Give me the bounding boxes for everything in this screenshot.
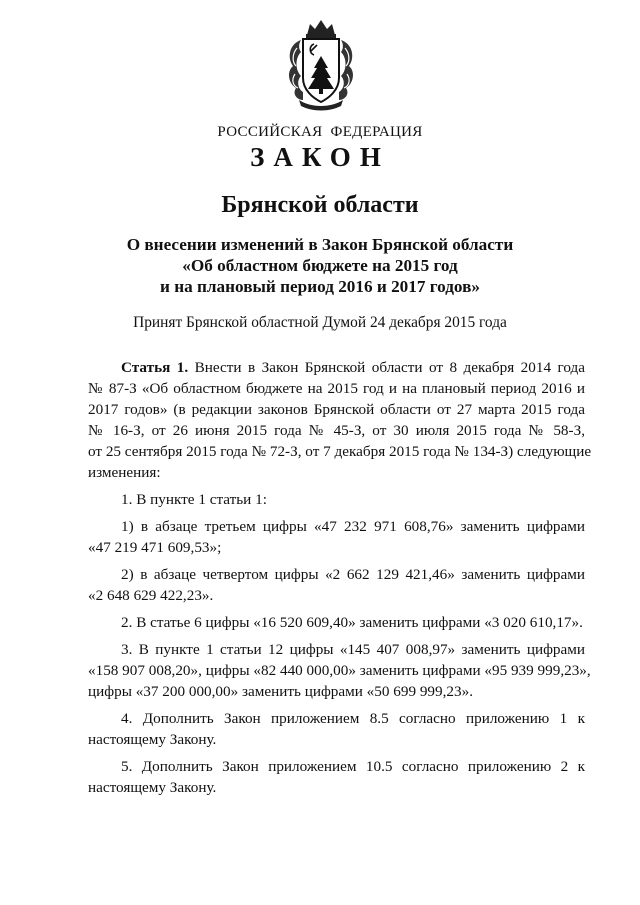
list-item-cont: «158 907 008,20», цифры «82 440 000,00» заменить цифрами «95 939 999,23», bbox=[88, 662, 591, 679]
coat-of-arms-icon bbox=[283, 18, 359, 112]
list-item: 3. В пункте 1 статьи 12 цифры «145 407 008,97» заменить цифрами bbox=[121, 641, 585, 658]
list-item-cont: «2 648 629 422,23». bbox=[88, 587, 214, 604]
list-item-cont: «47 219 471 609,53»; bbox=[88, 539, 222, 556]
article-intro-line: № 87-З «Об областном бюджете на 2015 год и на плановый период 2016 и bbox=[88, 380, 585, 397]
list-item: 2. В статье 6 цифры «16 520 609,40» заменить цифрами «3 020 610,17». bbox=[121, 614, 583, 631]
law-title-line: О внесении изменений в Закон Брянской области bbox=[126, 235, 514, 254]
article-1 bbox=[88, 357, 592, 798]
article-intro-line: от 25 сентября 2015 года № 72-З, от 7 декабря 2015 года № 134-З) следующие bbox=[88, 443, 592, 460]
list-item: 2) в абзаце четвертом цифры «2 662 129 421,46» заменить цифрами bbox=[121, 566, 585, 583]
list-item: 4. Дополнить Закон приложением 8.5 согласно приложению 1 к bbox=[121, 710, 585, 727]
law-title bbox=[0, 234, 640, 297]
list-item-cont: настоящему Закону. bbox=[88, 779, 217, 796]
region-name: Брянской области bbox=[221, 192, 419, 218]
adoption-note: Принят Брянской областной Думой 24 декабря 2015 года bbox=[133, 314, 507, 331]
country-name: РОССИЙСКАЯ ФЕДЕРАЦИЯ bbox=[217, 124, 423, 140]
list-item: 5. Дополнить Закон приложением 10.5 согласно приложению 2 к bbox=[121, 758, 585, 775]
article-label: Статья 1. bbox=[121, 359, 189, 376]
article-intro-line: № 16-З, от 26 июня 2015 года № 45-З, от 30 июля 2015 года № 58-З, bbox=[88, 422, 585, 439]
article-intro-line: 2017 годов» (в редакции законов Брянской области от 27 марта 2015 года bbox=[88, 401, 585, 418]
article-intro-first bbox=[88, 357, 585, 378]
list-item: 1. В пункте 1 статьи 1: bbox=[121, 491, 267, 508]
list-item-cont: цифры «37 200 000,00» заменить цифрами «50 699 999,23». bbox=[88, 683, 473, 700]
list-item: 1) в абзаце третьем цифры «47 232 971 608,76» заменить цифрами bbox=[121, 518, 585, 535]
list-item-cont: настоящему Закону. bbox=[88, 731, 217, 748]
law-title-line: «Об областном бюджете на 2015 год bbox=[182, 256, 458, 275]
article-intro-line: изменения: bbox=[88, 464, 161, 481]
document-type: ЗАКОН bbox=[250, 142, 390, 172]
law-title-line: и на плановый период 2016 и 2017 годов» bbox=[160, 277, 480, 296]
article-intro-text: Внести в Закон Брянской области от 8 декабря 2014 года bbox=[194, 359, 585, 376]
